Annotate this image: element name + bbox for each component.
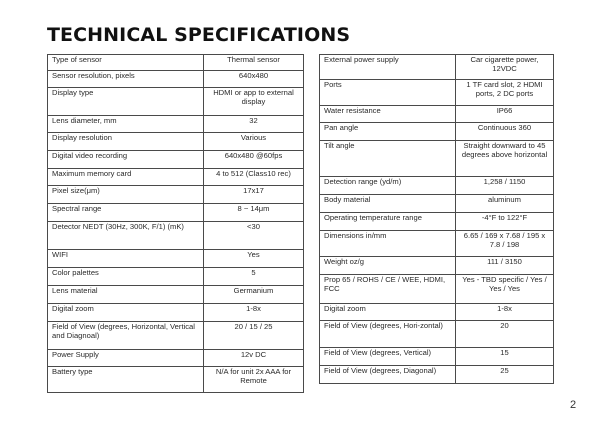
- table-row: [320, 257, 554, 275]
- spec-value: Continuous 360: [456, 123, 554, 141]
- table-row: [320, 213, 554, 231]
- table-row: [48, 304, 304, 322]
- spec-value: -4°F to 122°F: [456, 213, 554, 231]
- table-row: [320, 141, 554, 177]
- table-row: [48, 268, 304, 286]
- table-row: [320, 348, 554, 366]
- spec-value: <30: [204, 222, 304, 250]
- spec-label: Pixel size(μm): [48, 186, 204, 204]
- spec-label: External power supply: [320, 55, 456, 80]
- spec-table-left: [47, 54, 304, 393]
- table-row: [48, 71, 304, 88]
- table-row: [320, 275, 554, 304]
- spec-label: Detector NEDT (30Hz, 300K, F/1) (mK): [48, 222, 204, 250]
- table-row: [48, 204, 304, 222]
- spec-value: 15: [456, 348, 554, 366]
- spec-table-right: [319, 54, 554, 384]
- table-row: [48, 350, 304, 367]
- spec-label: Tilt angle: [320, 141, 456, 177]
- table-row: [320, 55, 554, 80]
- spec-value: Yes - TBD specific / Yes / Yes / Yes: [456, 275, 554, 304]
- table-row: [48, 133, 304, 151]
- spec-value: Car cigarette power, 12VDC: [456, 55, 554, 80]
- spec-value: Yes: [204, 250, 304, 268]
- spec-value: 32: [204, 116, 304, 133]
- spec-value: aluminum: [456, 195, 554, 213]
- spec-label: Body material: [320, 195, 456, 213]
- spec-label: Display resolution: [48, 133, 204, 151]
- spec-label: Battery type: [48, 367, 204, 393]
- spec-label: Pan angle: [320, 123, 456, 141]
- spec-value: Various: [204, 133, 304, 151]
- spec-value: 640x480: [204, 71, 304, 88]
- spec-value: 20 / 15 / 25: [204, 322, 304, 350]
- spec-label: Field of View (degrees, Diagonal): [320, 366, 456, 384]
- table-row: [48, 286, 304, 304]
- spec-label: Spectral range: [48, 204, 204, 222]
- spec-value: 8 ~ 14μm: [204, 204, 304, 222]
- spec-value: 1,258 / 1150: [456, 177, 554, 195]
- spec-label: Detection range (yd/m): [320, 177, 456, 195]
- spec-value: N/A for unit 2x AAA for Remote: [204, 367, 304, 393]
- table-row: [320, 177, 554, 195]
- spec-label: Lens material: [48, 286, 204, 304]
- spec-value: 1-8x: [456, 304, 554, 321]
- spec-label: Weight oz/g: [320, 257, 456, 275]
- table-row: [48, 55, 304, 71]
- spec-label: Field of View (degrees, Horizontal, Vertical and Diagnoal): [48, 322, 204, 350]
- spec-value: 20: [456, 321, 554, 348]
- spec-value: HDMI or app to external display: [204, 88, 304, 116]
- page-number: 2: [570, 399, 577, 411]
- table-row: [48, 322, 304, 350]
- spec-label: Lens diameter, mm: [48, 116, 204, 133]
- table-row: [48, 88, 304, 116]
- table-row: [48, 186, 304, 204]
- spec-value: 1 TF card slot, 2 HDMI ports, 2 DC ports: [456, 80, 554, 106]
- table-row: [48, 222, 304, 250]
- spec-label: Field of View (degrees, Hori-zontal): [320, 321, 456, 348]
- spec-value: 17x17: [204, 186, 304, 204]
- spec-value: 25: [456, 366, 554, 384]
- table-row: [320, 195, 554, 213]
- spec-value: 4 to 512 (Class10 rec): [204, 169, 304, 186]
- spec-label: Water resistance: [320, 106, 456, 123]
- spec-label: WIFI: [48, 250, 204, 268]
- spec-label: Field of View (degrees, Vertical): [320, 348, 456, 366]
- spec-label: Dimensions in/mm: [320, 231, 456, 257]
- spec-label: Power Supply: [48, 350, 204, 367]
- spec-label: Operating temperature range: [320, 213, 456, 231]
- page-title: TECHNICAL SPECIFICATIONS: [47, 24, 351, 46]
- spec-label: Display type: [48, 88, 204, 116]
- spec-label: Digital video recording: [48, 151, 204, 169]
- spec-value: IP66: [456, 106, 554, 123]
- spec-label: Prop 65 / ROHS / CE / WEE, HDMI, FCC: [320, 275, 456, 304]
- spec-label: Ports: [320, 80, 456, 106]
- spec-value: 111 / 3150: [456, 257, 554, 275]
- table-row: [320, 106, 554, 123]
- spec-label: Maximum memory card: [48, 169, 204, 186]
- spec-value: 1-8x: [204, 304, 304, 322]
- table-row: [320, 123, 554, 141]
- spec-value: Thermal sensor: [204, 55, 304, 71]
- spec-label: Digital zoom: [320, 304, 456, 321]
- spec-label: Color palettes: [48, 268, 204, 286]
- table-row: [320, 366, 554, 384]
- table-row: [320, 80, 554, 106]
- spec-value: 640x480 @60fps: [204, 151, 304, 169]
- table-row: [48, 151, 304, 169]
- spec-value: Straight downward to 45 degrees above horizontal: [456, 141, 554, 177]
- spec-label: Digital zoom: [48, 304, 204, 322]
- spec-value: 5: [204, 268, 304, 286]
- table-row: [48, 250, 304, 268]
- spec-value: 12v DC: [204, 350, 304, 367]
- spec-value: 6.65 / 169 x 7.68 / 195 x 7.8 / 198: [456, 231, 554, 257]
- table-row: [320, 231, 554, 257]
- table-row: [320, 321, 554, 348]
- spec-label: Sensor resolution, pixels: [48, 71, 204, 88]
- spec-label: Type of sensor: [48, 55, 204, 71]
- table-row: [48, 116, 304, 133]
- spec-value: Germanium: [204, 286, 304, 304]
- table-row: [48, 367, 304, 393]
- table-row: [48, 169, 304, 186]
- table-row: [320, 304, 554, 321]
